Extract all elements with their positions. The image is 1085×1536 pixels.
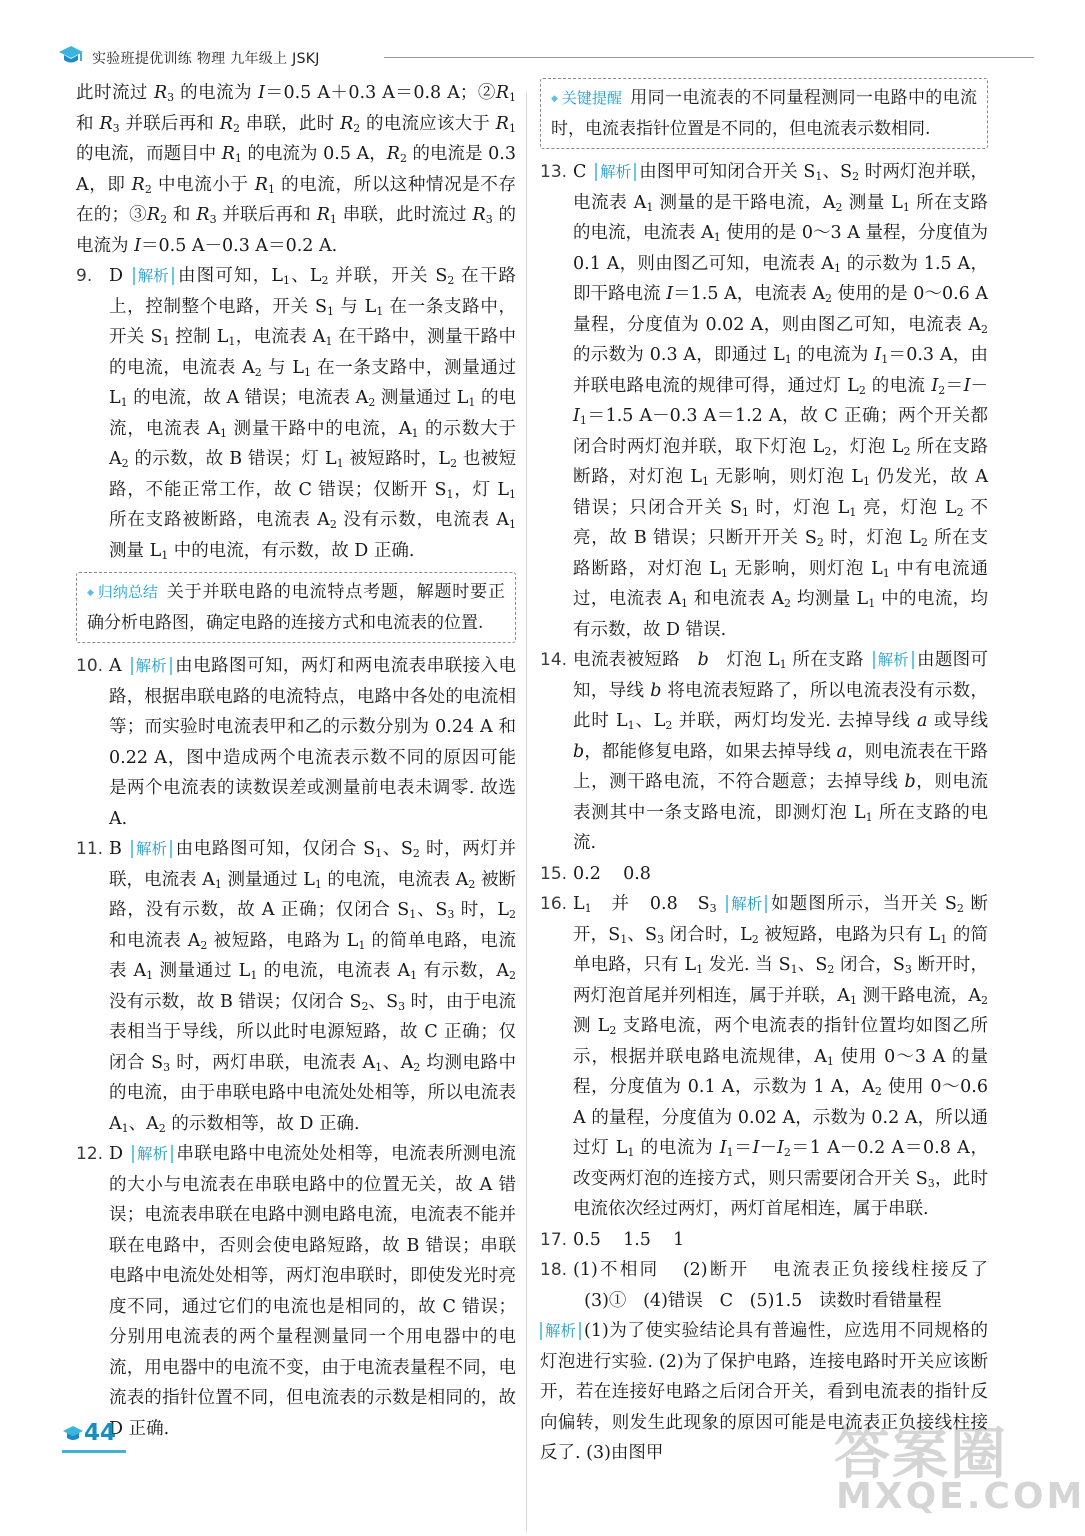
watermark-text: 答案圈	[834, 1422, 1008, 1487]
answer-12	[76, 1139, 516, 1444]
answer-number: 16.	[540, 894, 568, 914]
answer-18	[540, 1255, 988, 1316]
watermark-logo	[830, 1410, 1085, 1530]
header-rule	[384, 57, 1034, 58]
answer-text: 0.2 0.8	[573, 863, 651, 884]
answer-14	[540, 645, 988, 859]
answer-number: 15.	[540, 863, 568, 884]
summary-box	[76, 572, 516, 643]
answer-text: (1)不相同 (2)断开 电流表正负接线柱接反了 (3)① (4)错误 C (5)1.5 读数时看错量程	[573, 1260, 988, 1311]
answer-text: D 解析 由图可知，$L_1$、$L_2$ 并联，开关 $S_2$ 在干路上，控制整个电路，开关 $S_1$ 与 $L_1$ 在一条支路中，开关 $S_1$ 控制 $L_1$，电流表 $A_1$ 在干路中，测量干路中的电流，电流表 $A_2$ 与 $L_1$ 在一条支路中，测量通过 $L_1$ 的电流，故 A 错误；电流表 $A_2$ 测量通过 $L_1$ 的电流，电流表 $A_1$ 测量干路中的电流，$A_1$ 的示数大于 $A_2$ 的示数，故 B 错误；灯 $L_1$ 被短路时，$L_2$ 也被短路，不能正常工作，故 C 错误；仅断开 $S_1$，灯 $L_1$ 所在支路被断路，电流表 $A_2$ 没有示数，电流表 $A_1$ 测量 $L_1$ 中的电流，有示数，故 D 正确.	[109, 266, 517, 562]
answer-text: $L_1$ 并 0.8 $S_3$ 解析 如题图所示，当开关 $S_2$ 断开，$S_1$、$S_3$ 闭合时，$L_2$ 被短路，电路为只有 $L_1$ 的简单电路，只有 $L_1$ 发光. 当 $S_1$、$S_2$ 闭合，$S_3$ 断开时，两灯泡首尾并列相连，属于并联，$A_1$ 测干路电流，$A_2$ 测 $L_2$ 支路电流，两个电流表的指针位置均如图乙所示，根据并联电路电流规律，$A_1$ 使用 0～3 A 的量程，分度值为 0.1 A，示数为 1 A，$A_2$ 使用 0～0.6 A 的量程，分度值为 0.02 A，示数为 0.2 A，所以通过灯 $L_1$ 的电流为 $I_1=I-I_2=1$ A－0.2 A＝0.8 A，改变两灯泡的连接方式，则只需要闭合开关 $S_3$，此时电流依次经过两灯，两灯首尾相连，属于串联.	[573, 894, 989, 1219]
continued-answer: 此时流过 $R_3$ 的电流为 I＝0.5 A＋0.3 A＝0.8 A；$②R_1$ 和 $R_3$ 并联后再和 $R_2$ 串联，此时 $R_2$ 的电流应该大于 $R_1$ 的电流，而题目中 $R_1$ 的电流为 0.5 A，$R_2$ 的电流是 0.3 A，即 $R_2$ 中电流小于 $R_1$ 的电流，所以这种情况是不存在的；$③R_2$ 和 $R_3$ 并联后再和 $R_1$ 串联，此时流过 $R_3$ 的电流为 I＝0.5 A－0.3 A＝0.2 A.	[76, 83, 517, 256]
answer-9	[76, 261, 516, 566]
reminder-tag: ◆ 关键提醒	[551, 83, 622, 114]
summary-text: 关于并联电路的电流特点考题，解题时要正确分析电路图，确定电路的连接方式和电流表的位置.	[87, 582, 505, 633]
answer-number: 12.	[76, 1144, 104, 1164]
answer-15	[540, 859, 988, 890]
column-divider	[526, 92, 527, 1532]
answer-16	[540, 889, 988, 1225]
answer-text: A 解析 由电路图可知，两灯和两电流表串联接入电路，根据串联电路的电流特点，电路中各处的电流相等；而实验时电流表甲和乙的示数分别为 0.24 A 和 0.22 A，图中造成两个电流表示数不同的原因可能是两个电流表的读数误差或测量前电表未调零. 故选 A.	[109, 656, 517, 829]
answer-text: C 解析 由图甲可知闭合开关 $S_1$、$S_2$ 时两灯泡并联，电流表 $A_1$ 测量的是干路电流，$A_2$ 测量 $L_1$ 所在支路的电流，电流表 $A_1$ 使用的是 0～3 A 量程，分度值为 0.1 A，则由图乙可知，电流表 $A_1$ 的示数为 1.5 A，即干路电流 I＝1.5 A，电流表 $A_2$ 使用的是 0～0.6 A 量程，分度值为 0.02 A，则由图乙可知，电流表 $A_2$ 的示数为 0.3 A，即通过 $L_1$ 的电流为 $I_1=0.3$ A，由并联电路电流的规律可得，通过灯 $L_2$ 的电流 $I_2=I-I_1=1.5$ A－0.3 A＝1.2 A，故 C 正确；两个开关都闭合时两灯泡并联，取下灯泡 $L_2$，灯泡 $L_2$ 所在支路断路，对灯泡 $L_1$ 无影响，则灯泡 $L_1$ 仍发光，故 A 错误；只闭合开关 $S_1$ 时，灯泡 $L_1$ 亮，灯泡 $L_2$ 不亮，故 B 错误；只断开开关 $S_2$ 时，灯泡 $L_2$ 所在支路断路，对灯泡 $L_1$ 无影响，则灯泡 $L_1$ 中有电流通过，电流表 $A_1$ 和电流表 $A_2$ 均测量 $L_1$ 中的电流，均有示数，故 D 错误.	[573, 162, 989, 640]
answer-text: B 解析 由电路图可知，仅闭合 $S_1$、$S_2$ 时，两灯并联，电流表 $A_1$ 测量通过 $L_1$ 的电流，电流表 $A_2$ 被断路，没有示数，故 A 正确；仅闭合 $S_1$、$S_3$ 时，$L_2$ 和电流表 $A_2$ 被短路，电路为 $L_1$ 的简单电路，电流表 $A_1$ 测量通过 $L_1$ 的电流，电流表 $A_1$ 有示数，$A_2$ 没有示数，故 B 错误；仅闭合 $S_2$、$S_3$ 时，由于电流表相当于导线，所以此时电源短路，故 C 正确；仅闭合 $S_3$ 时，两灯串联，电流表 $A_1$、$A_2$ 均测电路中的电流，由于串联电路中电流处处相等，所以电流表 $A_1$、$A_2$ 的示数相等，故 D 正确.	[109, 839, 517, 1135]
answer-number: 9.	[76, 266, 93, 286]
answer-13	[540, 157, 988, 645]
answer-number: 14.	[540, 650, 568, 670]
reminder-text: 用同一电流表的不同量程测同一电路中的电流时，电流表指针位置是不同的，但电流表示数相同.	[551, 88, 977, 139]
answer-18-analysis: 解析 (1)为了使实验结论具有普遍性，应选用不同规格的灯泡进行实验. (2)为了保护电路，连接电路时开关应该断开，若在连接好电路之后闭合开关，看到电流表的指针反向偏转，则发生此现象的原因可能是电流表正负接线柱接反了. (3)由图甲	[540, 1321, 988, 1463]
reminder-box	[540, 78, 988, 149]
page-number-underline	[62, 1450, 126, 1453]
page-number	[62, 1420, 132, 1456]
answer-number: 18.	[540, 1260, 568, 1280]
answer-10	[76, 651, 516, 834]
answer-number: 13.	[540, 162, 568, 182]
answer-text: 0.5 1.5 1	[573, 1229, 685, 1250]
answer-text: D 解析 串联电路中电流处处相等，电流表所测电流的大小与电流表在串联电路中的位置无关，故 A 错误；电流表串联在电路中测电路电流，电流表不能并联在电路中，否则会使电路短路，故 B 错误；串联电路中电流处处相等，两灯泡串联时，即使发光时亮度不同，通过它们的电流也是相同的，故 C 错误；分别用电流表的两个量程测量同一个用电器中的电流，用电器中的电流不变，由于电流表量程不同，电流表的指针位置不同，但电流表的示数是相同的，故 D 正确.	[109, 1144, 517, 1439]
page-number-text: 44	[84, 1420, 117, 1446]
summary-tag: ◆ 归纳总结	[87, 577, 158, 608]
right-column	[540, 78, 988, 1469]
page-header	[58, 42, 1008, 72]
answer-number: 10.	[76, 656, 104, 676]
left-column	[76, 78, 516, 1444]
graduation-cap-icon	[58, 44, 84, 66]
book-title: 实验班提优训练 物理 九年级上 JSKJ	[92, 51, 320, 67]
watermark-url: MXQE.COM	[836, 1476, 1085, 1517]
answer-number: 17.	[540, 1229, 568, 1250]
graduation-cap-icon	[62, 1423, 84, 1445]
answer-17	[540, 1225, 988, 1256]
answer-11	[76, 834, 516, 1139]
answer-text: 电流表被短路 b 灯泡 $L_1$ 所在支路 解析 由题图可知，导线 b 将电流表短路了，所以电流表没有示数，此时 $L_1$、$L_2$ 并联，两灯均发光. 去掉导线 a 或导线 b，都能修复电路，如果去掉导线 a，则电流表在干路上，测干路电流，不符合题意；去掉导线 b，则电流表测其中一条支路电流，即测灯泡 $L_1$ 所在支路的电流.	[573, 650, 989, 853]
answer-number: 11.	[76, 839, 104, 859]
